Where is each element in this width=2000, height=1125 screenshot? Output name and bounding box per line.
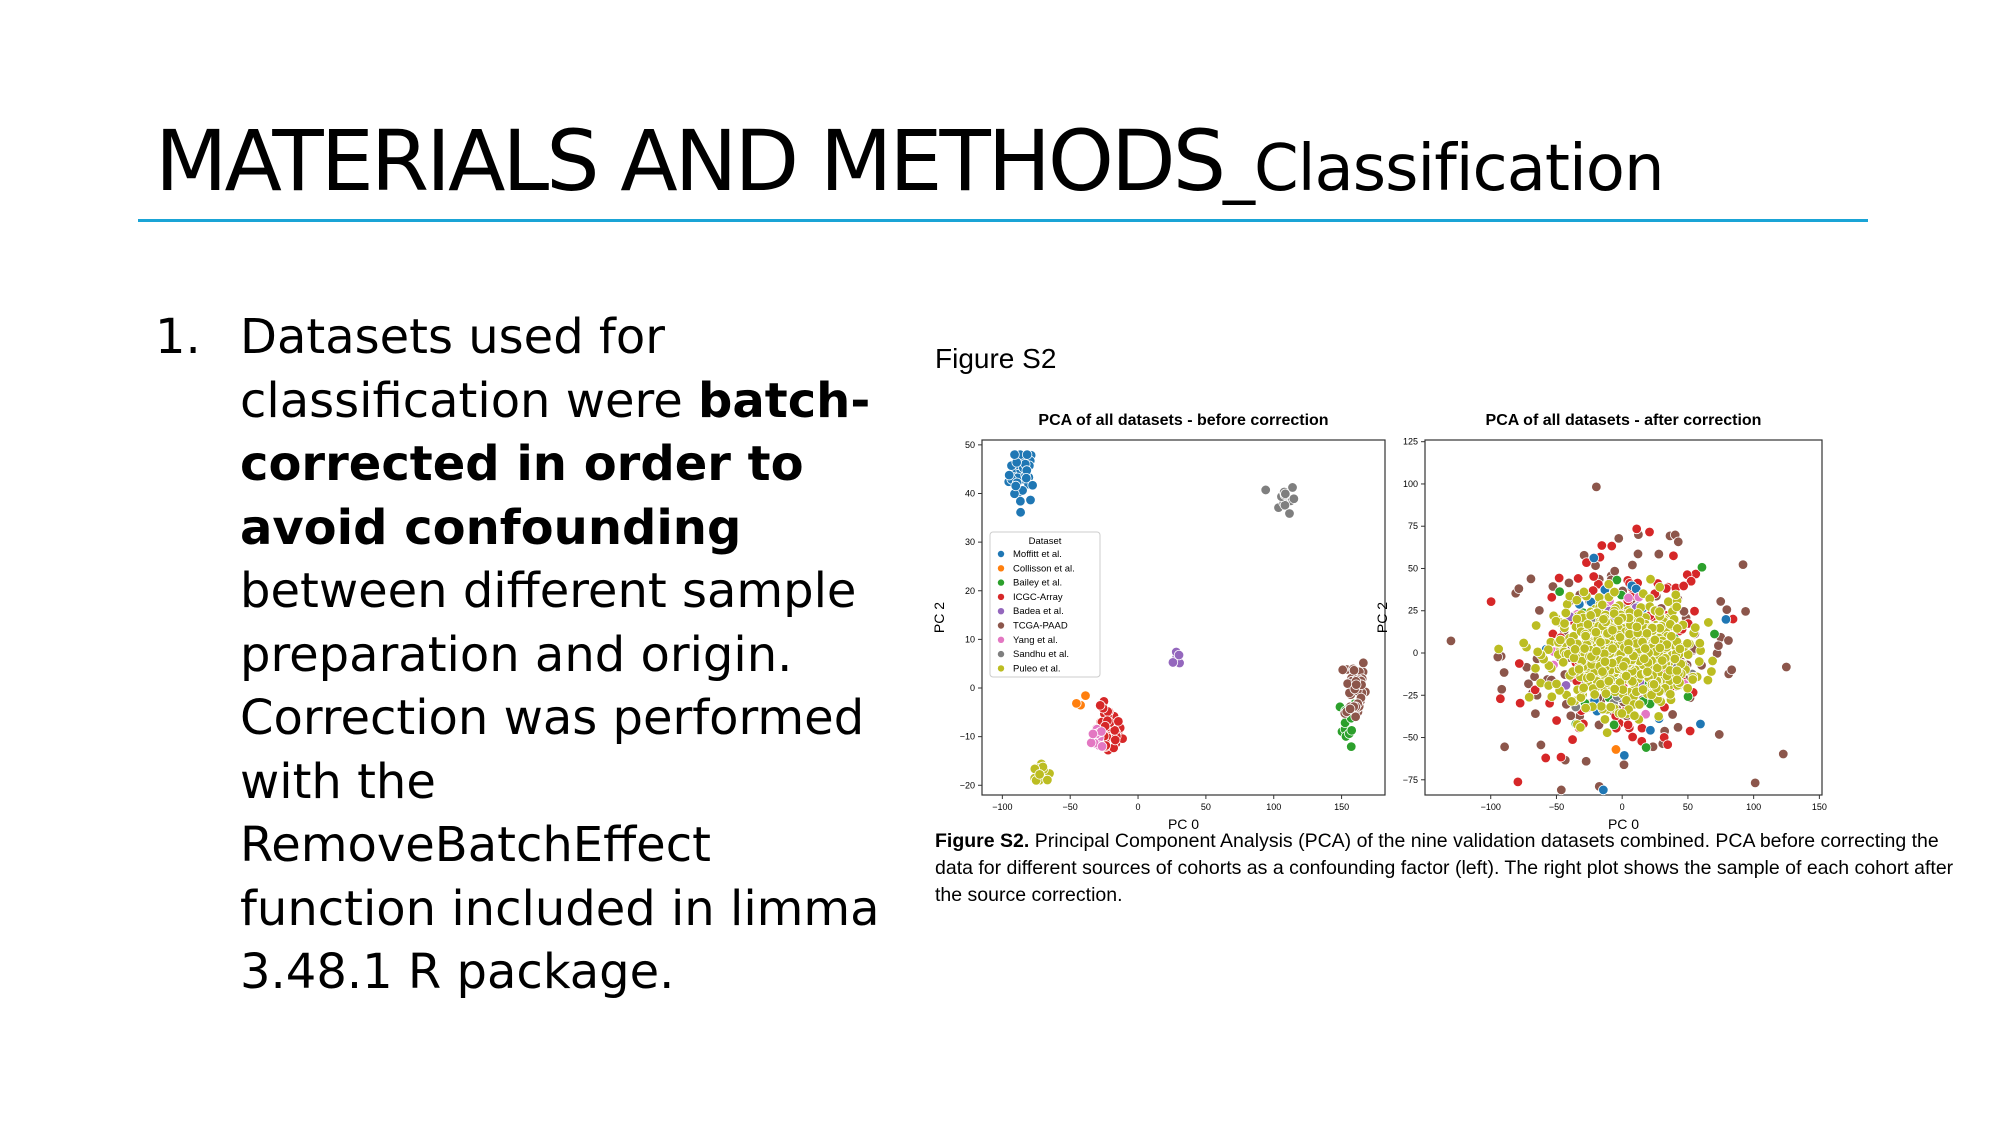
chart-legend [990,532,1100,677]
data-point [1609,720,1619,730]
data-point [1035,770,1045,780]
data-point [1347,726,1357,736]
data-point [1614,534,1624,544]
x-tick-label: 100 [1746,802,1762,812]
data-point [1591,627,1601,637]
data-point [1556,785,1566,795]
data-point [1556,635,1566,645]
y-tick-label: −25 [1402,690,1418,701]
legend-marker [998,665,1004,671]
data-point [1599,785,1609,795]
legend-label: ICGC-Array [1013,591,1063,603]
y-tick-label: 50 [1407,563,1418,574]
data-point [1558,658,1568,668]
data-point [1114,717,1124,727]
data-point [1281,489,1291,499]
data-point [1624,645,1634,655]
chart-title: PCA of all datasets - after correction [1485,412,1762,429]
bullet-bold-text: batch-corrected in order to avoid confounding [240,372,871,556]
data-point [1714,730,1724,740]
data-point [1496,694,1506,704]
data-point [1604,676,1614,686]
data-point [1514,584,1524,594]
data-point [1654,712,1664,722]
data-point [1664,597,1674,607]
data-point [1561,608,1571,618]
data-point [1600,715,1610,725]
data-point [1624,593,1634,603]
data-point [1619,760,1629,770]
legend-label: Badea et al. [1013,606,1064,618]
chart-panel-2 [1374,412,1827,832]
data-point [1004,470,1014,480]
data-point [1655,582,1665,592]
x-tick-label: 50 [1200,802,1211,812]
x-tick-label: 150 [1334,802,1350,812]
data-point [1597,702,1607,712]
bullet-text-2: between different sample preparation and origin. Correction was performed with the RemoveBatchEffect function included in limma 3.48.1 R package. [240,563,880,1000]
y-tick-label: 30 [964,537,975,548]
data-point [1592,482,1602,492]
data-point [1673,723,1683,733]
data-point [1716,597,1726,607]
data-point [1642,629,1652,639]
legend-label: Bailey et al. [1013,577,1063,589]
data-point [1560,619,1570,629]
data-points [1446,482,1791,795]
data-point [1623,720,1633,730]
legend-marker [998,565,1004,571]
data-point [1022,450,1032,460]
data-point [1672,666,1682,676]
data-point [1675,644,1685,654]
x-tick-label: 0 [1619,802,1625,812]
data-point [1072,699,1082,709]
data-point [1597,600,1607,610]
data-point [1499,668,1509,678]
data-point [1289,494,1299,504]
data-point [1643,667,1653,677]
data-point [1708,656,1718,666]
data-point [1724,636,1734,646]
y-tick-label: 0 [1412,648,1418,658]
data-point [1640,644,1650,654]
data-point [1638,685,1648,695]
data-point [1614,616,1624,626]
data-point [1649,680,1659,690]
data-point [1722,605,1732,615]
data-point [1679,581,1689,591]
data-point [1695,638,1705,648]
data-point [1579,683,1589,693]
data-point [1531,709,1541,719]
y-tick-label: 20 [964,585,975,596]
data-point [1081,691,1091,701]
legend-marker [998,551,1004,557]
data-point [1671,590,1681,600]
data-point [1570,645,1580,655]
data-point [1610,566,1620,576]
data-point [1086,738,1096,748]
data-point [1778,749,1788,759]
x-tick-label: 50 [1682,802,1693,812]
data-point [1551,616,1561,626]
data-point [1586,611,1596,621]
data-point [1573,574,1583,584]
data-point [1721,615,1731,625]
legend-title: Dataset [1028,536,1062,547]
data-point [1581,756,1591,766]
data-point [1691,623,1701,633]
data-point [1574,665,1584,675]
data-point [1346,742,1356,752]
data-point [1597,541,1607,551]
data-point [1589,572,1599,582]
data-point [1581,703,1591,713]
data-point [1088,729,1098,739]
figure-caption [935,828,1965,909]
data-point [1635,700,1645,710]
legend-marker [998,651,1004,657]
data-point [1727,665,1737,675]
data-point [1583,620,1593,630]
data-point [1338,665,1348,675]
data-point [1639,654,1649,664]
data-point [1349,666,1359,676]
data-point [1552,679,1562,689]
data-point [1714,641,1724,651]
y-tick-label: −10 [959,731,975,742]
data-point [1519,638,1529,648]
y-axis-label: PC 2 [931,601,947,634]
data-point [1026,495,1036,505]
bullet-text-1: Datasets used for classification were [240,309,698,429]
data-point [1536,740,1546,750]
data-point [1576,693,1586,703]
data-point [1654,549,1664,559]
data-point [1572,614,1582,624]
data-point [1703,675,1713,685]
data-point [1576,723,1586,733]
caption-text: Principal Component Analysis (PCA) of the nine validation datasets combined. PCA before correcting the data for different sources of cohorts as a confounding factor (left). The right plot shows the sample of each cohort after the source correction. [935,830,1954,906]
legend-label: TCGA-PAAD [1013,620,1068,632]
data-point [1598,667,1608,677]
data-point [1650,635,1660,645]
data-point [1097,742,1107,752]
data-point [1672,675,1682,685]
data-point [1669,551,1679,561]
x-tick-label: −50 [1548,802,1565,812]
data-point [1655,607,1665,617]
data-point [1567,697,1577,707]
data-point [1568,735,1578,745]
data-point [1750,778,1760,788]
x-tick-label: 150 [1811,802,1827,812]
data-point [1345,704,1355,714]
y-tick-label: −50 [1402,732,1418,743]
data-point [1782,662,1792,672]
data-point [1741,607,1751,617]
x-tick-label: 100 [1266,802,1282,812]
data-point [1672,602,1682,612]
data-point [1663,740,1673,750]
data-point [1110,735,1120,745]
data-point [1670,654,1680,664]
data-point [1685,726,1695,736]
data-point [1641,743,1651,753]
data-point [1486,597,1496,607]
data-point [1513,777,1523,787]
data-point [1095,701,1105,711]
data-point [1285,509,1295,519]
data-point [1604,579,1614,589]
data-point [1645,527,1655,537]
data-point [1673,537,1683,547]
slide-title-sub: _Classification [1223,132,1664,206]
data-point [1646,574,1656,584]
x-axis-label: PC 0 [1167,816,1200,832]
data-point [1589,553,1599,563]
x-tick-label: −100 [1480,802,1501,812]
data-point [1601,689,1611,699]
data-point [1547,692,1557,702]
data-point [1628,560,1638,570]
data-point [1555,587,1565,597]
data-point [1596,638,1606,648]
y-tick-label: 100 [1402,478,1418,489]
data-point [1668,710,1678,720]
data-point [1696,719,1706,729]
legend-label: Collisson et al. [1013,563,1075,575]
data-point [1554,573,1564,583]
data-point [1359,658,1369,668]
y-tick-label: 0 [969,683,975,694]
data-point [1572,595,1582,605]
data-point [1620,751,1630,761]
data-point [1657,656,1667,666]
y-tick-label: 25 [1407,605,1418,616]
data-point [1646,725,1656,735]
data-point [1673,624,1683,634]
y-axis-label: PC 2 [1374,601,1390,634]
legend-marker [998,594,1004,600]
data-point [1628,732,1638,742]
data-point [1556,752,1566,762]
y-tick-label: 40 [964,488,975,499]
data-point [1621,671,1631,681]
data-point [1606,702,1616,712]
data-point [1611,745,1621,755]
data-point [1494,644,1504,654]
data-point [1016,508,1026,518]
data-point [1619,662,1629,672]
caption-bold: Figure S2. [935,830,1030,852]
data-point [1531,664,1541,674]
chart-title: PCA of all datasets - before correction [1038,412,1329,429]
data-point [1697,562,1707,572]
data-point [1261,485,1271,495]
x-axis-label: PC 0 [1607,816,1640,832]
data-point [1569,653,1579,663]
data-point [1707,667,1717,677]
data-point [1524,692,1534,702]
figure-label: Figure S2 [935,343,1057,374]
legend-marker [998,637,1004,643]
data-point [1535,606,1545,616]
data-point [1446,636,1456,646]
bullet-number: 1. [155,309,201,365]
data-point [1738,560,1748,570]
data-point [1174,650,1184,660]
data-point [1694,657,1704,667]
data-point [1010,450,1020,460]
y-tick-label: 10 [964,634,975,645]
legend-marker [998,622,1004,628]
data-point [1690,606,1700,616]
data-point [1632,622,1642,632]
data-point [1586,672,1596,682]
data-point [1533,647,1543,657]
data-point [1688,675,1698,685]
data-point [1515,698,1525,708]
y-tick-label: −75 [1402,774,1418,785]
data-point [1579,587,1589,597]
data-point [1531,621,1541,631]
legend-label: Yang et al. [1013,634,1058,646]
legend-marker [998,608,1004,614]
data-point [1632,524,1642,534]
data-point [1564,578,1574,588]
data-point [1028,480,1038,490]
data-point [1526,574,1536,584]
data-point [1633,549,1643,559]
chart-panel-1 [931,412,1385,832]
legend-marker [998,579,1004,585]
data-point [1608,625,1618,635]
legend-label: Sandhu et al. [1013,649,1069,661]
x-tick-label: −100 [992,802,1013,812]
data-point [1615,632,1625,642]
slide-title-main: MATERIALS AND METHODS [155,112,1224,210]
y-tick-label: 125 [1402,436,1418,447]
data-point [1552,716,1562,726]
data-point [1666,689,1676,699]
data-point [1541,753,1551,763]
legend-label: Puleo et al. [1013,663,1061,675]
data-point [1500,742,1510,752]
data-point [1351,680,1361,690]
x-tick-label: 0 [1135,802,1141,812]
data-point [1600,657,1610,667]
data-point [1599,614,1609,624]
data-point [1590,690,1600,700]
y-tick-label: 75 [1407,521,1418,532]
y-tick-label: −20 [959,780,975,791]
data-point [1592,646,1602,656]
x-tick-label: −50 [1062,802,1078,812]
data-point [1602,728,1612,738]
data-point [1710,629,1720,639]
data-point [1607,541,1617,551]
data-point [1683,683,1693,693]
data-point [1011,481,1021,491]
data-point [1617,709,1627,719]
legend-label: Moffitt et al. [1013,549,1062,560]
data-point [1497,684,1507,694]
data-point [1630,711,1640,721]
data-point [1704,618,1714,628]
y-tick-label: 50 [964,439,975,450]
data-point [1515,659,1525,669]
data-point [1581,631,1591,641]
data-point [1580,644,1590,654]
